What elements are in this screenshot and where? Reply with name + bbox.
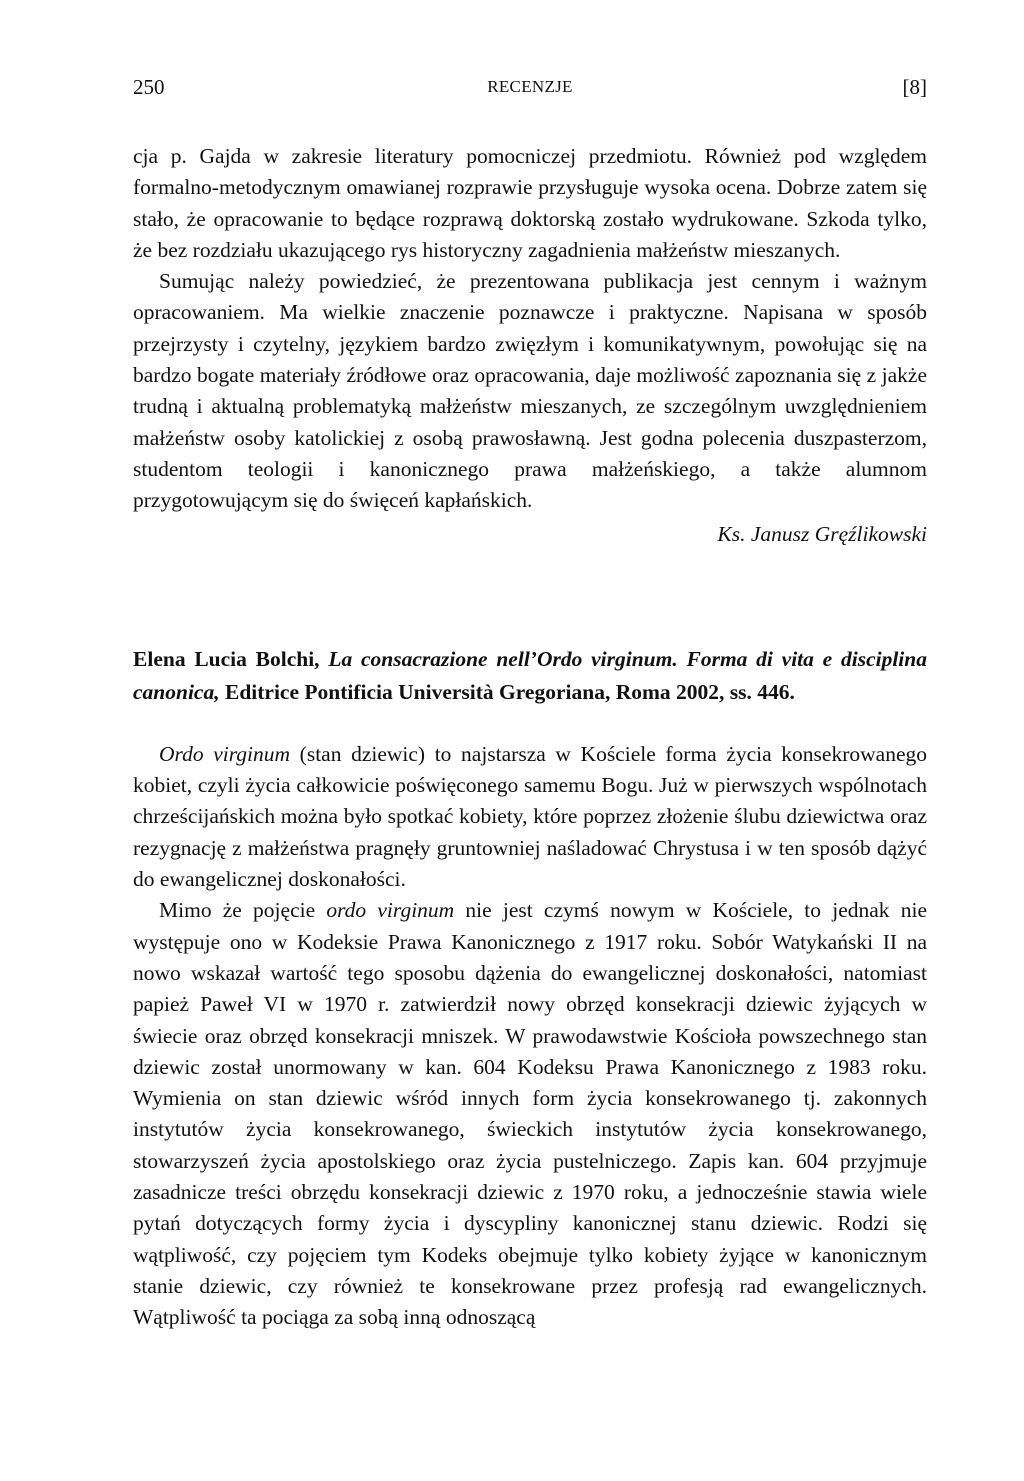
book-title: La consacrazione nell’Ordo virginum. Forma di vita e disciplina canonica, <box>133 646 927 704</box>
review2-paragraph-1 <box>133 739 927 895</box>
review1-paragraph-2: Sumując należy powiedzieć, że prezentowana publikacja jest cennym i ważnym opracowaniem. Ma wielkie znaczenie poznawcze i praktyczne. Napisana w sposób przejrzysty i czytelny, językiem bardzo zwięzłym i komunikatywnym, powołując się na bardzo bogate materiały źródłowe oraz opracowania, daje możliwość zapoznania się z jakże trudną i aktualną problematyką małżeństw mieszanych, ze szczególnym uwzględnieniem małżeństw osoby katolickiej z osobą prawosławną. Jest godna polecenia duszpasterzom, studentom teologii i kanonicznego prawa małżeńskiego, a także alumnom przygotowującym się do święceń kapłańskich. <box>133 269 927 513</box>
book-author: Elena Lucia Bolchi, <box>133 646 320 671</box>
review1-paragraph-1: cja p. Gajda w zakresie literatury pomocniczej przedmiotu. Również pod względem formalno-metodycznym omawianej rozprawie przysługuje wysoka ocena. Dobrze zatem się stało, że opracowanie to będące rozprawą doktorską zostało wydrukowane. Szkoda tylko, że bez rozdziału ukazującego rys historyczny zagadnienia małżeństw mieszanych. <box>133 144 927 262</box>
review2-paragraph-2-text: nie jest czymś nowym w Kościele, to jednak nie występuje ono w Kodeksie Prawa Kanonicznego z 1917 roku. Sobór Watykański II na nowo wskazał wartość tego sposobu dążenia do ewangelicznej doskonałości, natomiast papież Paweł VI w 1970 r. zatwierdził nowy obrzęd konsekracji dziewic żyjących w świecie oraz obrzęd konsekracji mniszek. W prawodawstwie Kościoła powszechnego stan dziewic został unormowany w kan. 604 Kodeksu Prawa Kanonicznego z 1983 roku. Wymienia on stan dziewic wśród innych form życia konsekrowanego tj. zakonnych instytutów życia konsekrowanego, świeckich instytutów życia konsekrowanego, stowarzyszeń życia apostolskiego oraz życia pustelniczego. Zapis kan. 604 przyjmuje zasadnicze treści obrzędu konsekracji dziewic z 1970 roku, a jednocześnie stawia wiele pytań dotyczących formy życia i dyscypliny kanonicznej stanu dziewic. Rodzi się wątpliwość, czy pojęciem tym Kodeks obejmuje tylko kobiety żyjące w kanonicznym stanie dziewic, czy również te konsekrowane przez profesją rad ewangelicznych. Wątpliwość ta pociąga za sobą inną odnoszącą <box>133 898 927 1330</box>
section-title: RECENZJE <box>487 77 573 96</box>
review2-heading <box>133 643 927 709</box>
reviewer-signature: Ks. Janusz Gręźlikowski <box>717 521 927 546</box>
section-number: [8] <box>902 75 927 99</box>
review2-paragraph-2-lead: Mimo że pojęcie <box>159 898 327 923</box>
review2-paragraph-2 <box>133 895 927 1333</box>
document-page <box>133 70 927 1334</box>
term-ordo-virginum-inline: ordo virginum <box>326 898 455 923</box>
running-header <box>133 70 927 104</box>
page-number: 250 <box>133 75 165 99</box>
term-ordo-virginum: Ordo virginum <box>159 741 291 766</box>
review2-paragraph-1-text: (stan dziewic) to najstarsza w Kościele forma życia konsekrowanego kobiet, czyli życia całkowicie poświęconego samemu Bogu. Już w pierwszych wspólnotach chrześcijańskich można było spotkać kobiety, które poprzez złożenie ślubu dziewictwa oraz rezygnację z małżeństwa pragnęły gruntowniej naśladować Chrystusa i w ten sposób dążyć do ewangelicznej doskonałości. <box>133 741 927 892</box>
book-publication: Editrice Pontificia Università Gregoriana, Roma 2002, ss. 446. <box>224 679 795 704</box>
